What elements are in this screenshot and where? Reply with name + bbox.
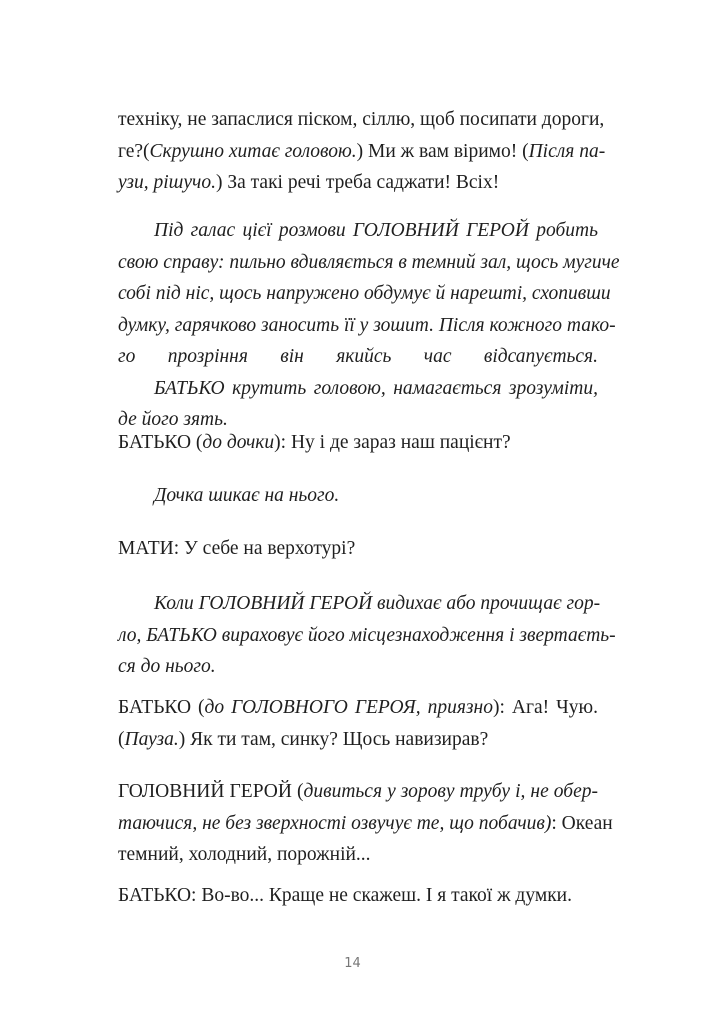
text-line <box>118 880 598 912</box>
text-segment: ) Ми ж вам віримо! ( <box>356 140 529 162</box>
text-line <box>118 533 598 565</box>
text-segment: МАТИ: У себе на верхотурі? <box>118 538 356 559</box>
dialogue-paragraph <box>118 104 606 199</box>
italic-remark: до ГОЛОВНОГО ГЕРОЯ, приязно <box>204 697 493 718</box>
text-line <box>118 839 598 871</box>
text-line <box>118 341 598 373</box>
italic-remark: Скрушно хитає головою. <box>149 140 357 162</box>
italic-remark: ся до нього. <box>118 656 216 677</box>
dialogue-paragraph <box>118 692 598 755</box>
text-segment: БАТЬКО ( <box>118 697 205 718</box>
stage-direction <box>118 215 620 436</box>
stage-direction <box>118 588 616 683</box>
text-line <box>118 776 598 808</box>
text-segment: ) Як ти там, синку? Щось навизирав? <box>178 728 489 750</box>
text-line <box>118 480 598 512</box>
text-line <box>118 247 620 279</box>
text-segment: ) За такі речі треба саджати! Всіх! <box>215 172 500 193</box>
text-line <box>118 104 605 136</box>
text-line <box>118 724 598 756</box>
text-segment: ( <box>118 728 125 750</box>
text-segment: ГОЛОВНИЙ ГЕРОЙ ( <box>118 781 304 802</box>
text-segment: БАТЬКО ( <box>118 432 203 453</box>
italic-remark: таючися, не без зверхності озвучує те, що побачив) <box>118 812 552 834</box>
italic-remark: думку, гарячково заносить її у зошит. Після кожного тако- <box>118 314 616 336</box>
italic-remark: дивиться у зорову трубу і, не обер- <box>303 781 599 802</box>
italic-remark: Коли ГОЛОВНИЙ ГЕРОЙ видихає або прочищає гор- <box>154 593 601 614</box>
text-line <box>118 588 601 620</box>
page-number: 14 <box>344 956 361 971</box>
text-line <box>118 373 598 405</box>
text-line <box>118 808 613 840</box>
italic-remark: свою справу: пильно вдивляється в темний зал, щось мугиче <box>118 251 620 273</box>
text-segment: темний, холодний, порожній... <box>118 844 371 865</box>
italic-remark: ло, БАТЬКО вираховує його місцезнаходження і звертаєть- <box>118 624 616 646</box>
text-segment: ): Ну і де зараз наш пацієнт? <box>274 432 511 453</box>
text-line <box>118 427 598 459</box>
text-line <box>118 215 598 247</box>
text-segment: БАТЬКО: Во-во... Краще не скажеш. І я такої ж думки. <box>118 885 572 906</box>
dialogue-paragraph <box>118 533 598 565</box>
italic-remark: до дочки <box>202 432 275 453</box>
dialogue-paragraph <box>118 776 613 871</box>
text-line <box>118 310 616 342</box>
text-segment: ): Ага! Чую. <box>492 697 598 718</box>
italic-remark: Дочка шикає на нього. <box>154 485 340 506</box>
italic-remark: БАТЬКО крутить головою, намагається зрозуміти, <box>154 377 598 399</box>
text-line <box>118 651 598 683</box>
italic-remark: Під галас цієї розмови ГОЛОВНИЙ ГЕРОЙ робить <box>154 220 598 241</box>
stage-direction <box>118 480 598 512</box>
italic-remark: де його зять. <box>118 409 228 430</box>
dialogue-paragraph <box>118 427 598 459</box>
text-line <box>118 278 611 310</box>
dialogue-paragraph <box>118 880 598 912</box>
text-line <box>118 136 606 168</box>
text-line <box>118 692 598 724</box>
italic-remark: собі під ніс, щось напружено обдумує й нарешті, схопивши <box>118 283 611 304</box>
text-segment: техніку, не запаслися піском, сіллю, щоб посипати дороги, <box>118 109 605 130</box>
italic-remark: Пауза. <box>124 728 179 750</box>
text-line <box>118 620 616 652</box>
italic-remark: Після па- <box>528 140 606 162</box>
italic-remark: узи, рішучо. <box>118 172 216 193</box>
italic-remark: го прозріння він якийсь час відсапується. <box>118 346 598 367</box>
text-line <box>118 167 598 199</box>
text-segment: ге?( <box>118 140 150 162</box>
text-segment: : Океан <box>551 812 613 834</box>
